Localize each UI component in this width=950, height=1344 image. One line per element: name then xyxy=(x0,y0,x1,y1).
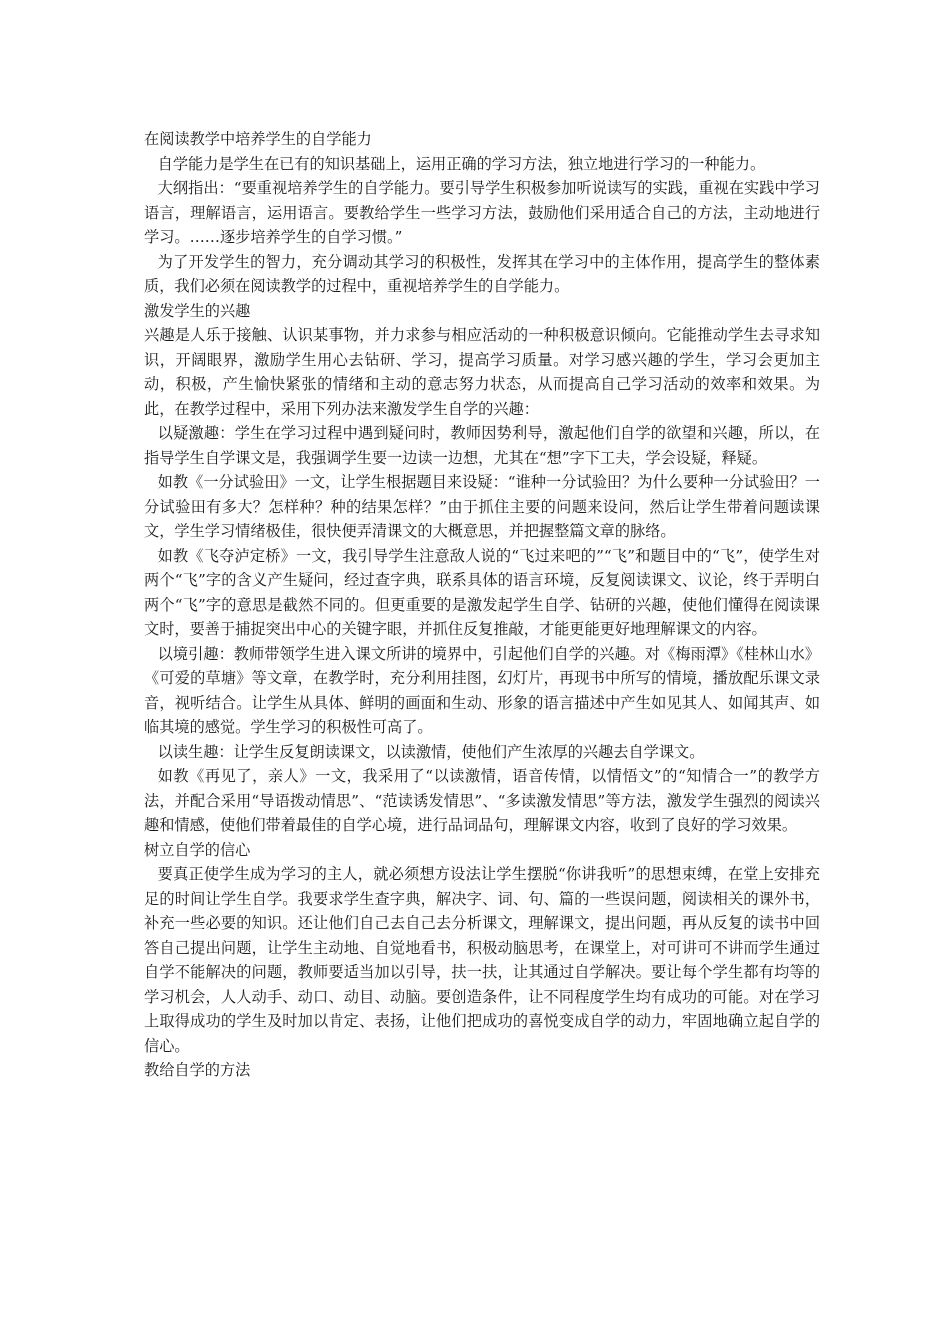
section-heading: 教给自学的方法 xyxy=(144,1061,251,1079)
document-title: 在阅读教学中培养学生的自学能力 xyxy=(144,130,372,148)
paragraph: 大纲指出：“要重视培养学生的自学能力。要引导学生积极参加听说读写的实践，重视在实践中学习语言，理解语言，运用语言。要教给学生一些学习方法，鼓励他们采用适合自己的方法，主动地进行学习。……逐步培养学生的自学习惯。” xyxy=(144,179,820,246)
paragraph: 如教《飞夺泸定桥》一文，我引导学生注意敌人说的“飞过来吧的”“飞”和题目中的“飞”，使学生对两个“飞”字的含义产生疑问，经过查字典，联系具体的语言环境，反复阅读课文、议论，终于弄明白两个“飞”字的意思是截然不同的。但更重要的是激发起学生自学、钻研的兴趣，使他们懂得在阅读课文时，要善于捕捉突出中心的关键字眼，并抓住反复推敲，才能更能更好地理解课文的内容。 xyxy=(144,546,820,638)
paragraph: 为了开发学生的智力，充分调动其学习的积极性，发挥其在学习中的主体作用，提高学生的整体素质，我们必须在阅读教学的过程中，重视培养学生的自学能力。 xyxy=(144,252,820,295)
paragraph: 兴趣是人乐于接触、认识某事物，并力求参与相应活动的一种积极意识倾向。它能推动学生去寻求知识，开阔眼界，激励学生用心去钻研、学习，提高学习质量。对学习感兴趣的学生，学习会更加主动，积极，产生愉快紧张的情绪和主动的意志努力状态，从而提高自己学习活动的效率和效果。为此，在教学过程中，采用下列办法来激发学生自学的兴趣： xyxy=(144,326,820,418)
paragraph: 以疑激趣：学生在学习过程中遇到疑问时，教师因势利导，激起他们自学的欲望和兴趣，所以，在指导学生自学课文是，我强调学生要一边读一边想，尤其在“想”字下工夫，学会设疑，释疑。 xyxy=(144,424,820,467)
paragraph: 自学能力是学生在已有的知识基础上，运用正确的学习方法，独立地进行学习的一种能力。 xyxy=(157,154,766,173)
section-heading: 树立自学的信心 xyxy=(144,840,251,859)
paragraph: 以境引趣：教师带领学生进入课文所讲的境界中，引起他们自学的兴趣。对《梅雨潭》《桂林山水》《可爱的草塘》等文章，在教学时，充分利用挂图，幻灯片，再现书中所写的情境，播放配乐课文录音，视听结合。让学生从具体、鲜明的画面和生动、形象的语言描述中产生如见其人、如闻其声、如临其境的感觉。学生学习的积极性可高了。 xyxy=(144,644,820,736)
paragraph: 如教《一分试验田》一文，让学生根据题目来设疑：“谁种一分试验田？为什么要种一分试验田？一分试验田有多大？怎样种？种的结果怎样？”由于抓住主要的问题来设问，然后让学生带着问题读课文，学生学习情绪极佳，很快便弄清课文的大概意思，并把握整篇文章的脉络。 xyxy=(144,473,820,540)
document-page xyxy=(144,127,820,1083)
paragraph: 以读生趣：让学生反复朗读课文，以读激情，使他们产生浓厚的兴趣去自学课文。 xyxy=(157,742,705,761)
paragraph: 如教《再见了，亲人》一文，我采用了“以读激情，语音传情，以情悟文”的“知情合一”的教学方法，并配合采用“导语拨动情思”、“范读诱发情思”、“多读激发情思”等方法，激发学生强烈的阅读兴趣和情感，使他们带着最佳的自学心境，进行品词品句，理解课文内容，收到了良好的学习效果。 xyxy=(144,767,820,834)
paragraph: 要真正使学生成为学习的主人，就必须想方设法让学生摆脱“你讲我听”的思想束缚，在堂上安排充足的时间让学生自学。我要求学生查字典，解决字、词、句、篇的一些误问题，阅读相关的课外书，补充一些必要的知识。还让他们自己去自己去分析课文，理解课文，提出问题，再从反复的读书中回答自己提出问题，让学生主动地、自觉地看书，积极动脑思考，在课堂上，对可讲可不讲而学生通过自学不能解决的问题，教师要适当加以引导，扶一扶，让其通过自学解决。要让每个学生都有均等的学习机会，人人动手、动口、动目、动脑。要创造条件，让不同程度学生均有成功的可能。对在学习上取得成功的学生及时加以肯定、表扬，让他们把成功的喜悦变成自学的动力，牢固地确立起自学的信心。 xyxy=(144,865,820,1055)
section-heading: 激发学生的兴趣 xyxy=(144,301,251,320)
